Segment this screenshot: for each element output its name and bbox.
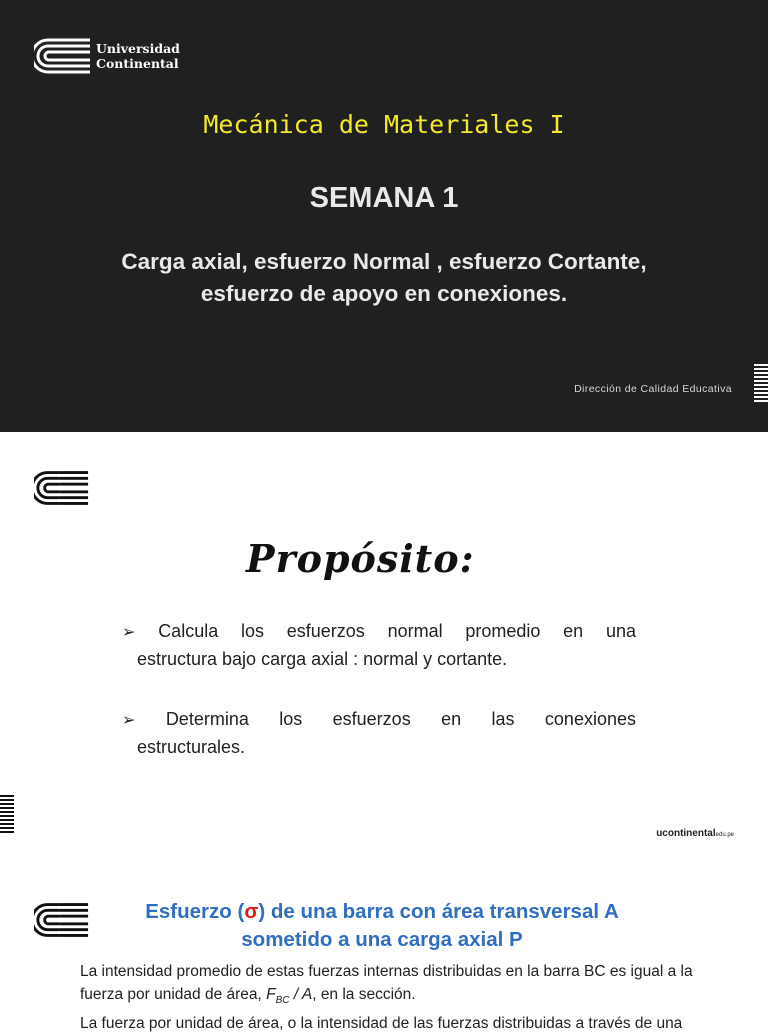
bullet-text-line-1: Calcula los esfuerzos normal promedio en una bbox=[158, 621, 636, 641]
purpose-heading: Propósito: bbox=[246, 536, 475, 581]
paragraph-line-1: La intensidad promedio de estas fuerzas internas distribuidas en la barra BC es igual a la bbox=[80, 963, 693, 980]
title-suffix: ) de una barra con área transversal A bbox=[258, 900, 619, 923]
stripes-icon bbox=[754, 364, 768, 404]
title-line-2: sometido a una carga axial P bbox=[241, 928, 523, 951]
footer-department: Dirección de Calidad Educativa bbox=[574, 383, 732, 395]
university-logo-icon bbox=[34, 900, 90, 940]
brand-url bbox=[656, 828, 734, 839]
paragraph-line-2 bbox=[80, 983, 720, 1012]
bullet-text-line-2: estructurales. bbox=[137, 737, 246, 757]
bullet-text-line-2: estructura bajo carga axial : normal y cortante. bbox=[137, 649, 508, 669]
paragraph-text: fuerza por unidad de área, bbox=[80, 986, 267, 1003]
university-logo-icon bbox=[34, 36, 92, 76]
purpose-bullet bbox=[122, 706, 636, 760]
logo-line-2: Continental bbox=[96, 56, 179, 71]
logo-wordmark bbox=[96, 41, 180, 71]
topic-line-1: Carga axial, esfuerzo Normal , esfuerzo Cortante, bbox=[121, 249, 647, 274]
arrow-bullet-icon: ➢ bbox=[122, 624, 136, 641]
week-label: SEMANA 1 bbox=[309, 182, 459, 214]
university-logo-icon bbox=[34, 468, 90, 508]
slide-cover bbox=[0, 0, 768, 432]
formula bbox=[266, 986, 313, 1007]
university-logo bbox=[34, 36, 180, 76]
stress-title bbox=[100, 898, 664, 954]
paragraph-text: , en la sección. bbox=[312, 986, 416, 1003]
slide-stress bbox=[0, 864, 768, 1033]
bullet-text-line-1: Determina los esfuerzos en las conexiones bbox=[165, 709, 636, 729]
brand-suffix: edu.pe bbox=[715, 832, 734, 838]
brand-name: ucontinental bbox=[656, 828, 716, 839]
formula-symbol: F bbox=[266, 986, 276, 1003]
stripes-icon bbox=[0, 795, 14, 835]
topic-line-2: esfuerzo de apoyo en conexiones. bbox=[200, 281, 568, 306]
paragraph-line-3: La fuerza por unidad de área, o la intensidad de las fuerzas distribuidas a través de una bbox=[80, 1015, 683, 1033]
title-prefix: Esfuerzo ( bbox=[145, 900, 245, 923]
purpose-bullet bbox=[122, 618, 636, 672]
formula-rest: / A bbox=[289, 986, 313, 1003]
topic-subtitle bbox=[60, 246, 708, 310]
slide-purpose bbox=[0, 432, 768, 864]
logo-line-1: Universidad bbox=[96, 41, 180, 56]
arrow-bullet-icon: ➢ bbox=[122, 712, 136, 729]
sigma-symbol: σ bbox=[244, 900, 259, 923]
formula-subscript: BC bbox=[275, 995, 290, 1007]
course-title: Mecánica de Materiales I bbox=[203, 110, 565, 139]
